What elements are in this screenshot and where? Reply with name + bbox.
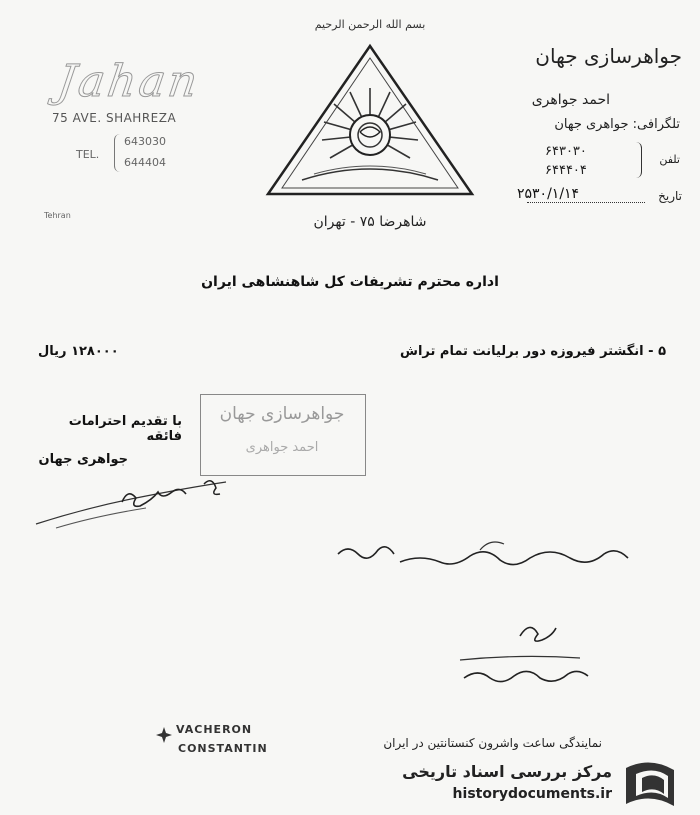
triangle-sun-seal-icon (262, 40, 478, 200)
seal-address: شاهرضا ۷۵ - تهران (313, 214, 427, 230)
english-tel-label: TEL. (76, 148, 100, 161)
telegraph-address: تلگرافی: جواهری جهان (554, 117, 680, 132)
persian-phone-1: ۶۴۳۰۳۰ (545, 144, 587, 159)
tel-brace (114, 134, 123, 172)
constantin-wordmark: CONSTANTIN (178, 742, 268, 755)
date-value: ۲۵۳۰/۱/۱۴ (517, 186, 580, 202)
signature-icon (26, 468, 256, 538)
stamp-owner: احمد جواهری (245, 440, 319, 455)
stamp-brand: جواهرسازی جهان (219, 404, 345, 424)
vacheron-wordmark: VACHERON (176, 723, 253, 736)
english-address: 75 AVE. SHAHREZA (52, 111, 177, 125)
logo-wordmark: Jahan (54, 56, 204, 107)
english-tel-number-1: 643030 (124, 135, 166, 148)
recipient-line: اداره محترم تشریفات کل شاهنشاهی ایران (201, 274, 499, 290)
item-description: ۵ - انگشتر فیروزه دور برلیانت تمام تراش (400, 344, 666, 359)
representative-line: نمایندگی ساعت واشرون کنستانتین در ایران (383, 736, 602, 750)
date-label: تاریخ (658, 189, 682, 203)
handwritten-note-icon (330, 532, 660, 592)
watermark-org: مرکز بررسی اسناد تاریخی (402, 762, 612, 781)
owner-name: احمد جواهری (531, 92, 610, 108)
basmala: بسم الله الرحمن الرحیم (314, 18, 426, 31)
english-city: Tehran (44, 211, 71, 220)
persian-brand-name: جواهرسازی جهان (535, 44, 682, 68)
persian-phone-2: ۶۴۴۴۰۴ (545, 163, 587, 178)
book-logo-icon (620, 758, 686, 810)
watermark-url: historydocuments.ir (452, 786, 612, 802)
handwritten-initial-icon (440, 606, 660, 696)
item-price: ۱۲۸۰۰۰ ریال (38, 344, 119, 359)
persian-phone-label: تلفن (659, 153, 680, 166)
english-tel-number-2: 644404 (124, 156, 166, 169)
closing-regards: با تقدیم احترامات فائقه (68, 414, 182, 444)
maltese-cross-icon (155, 726, 173, 744)
date-dotted-line (527, 202, 645, 203)
phone-brace (633, 142, 642, 178)
closing-signer: جواهری جهان (38, 452, 128, 467)
